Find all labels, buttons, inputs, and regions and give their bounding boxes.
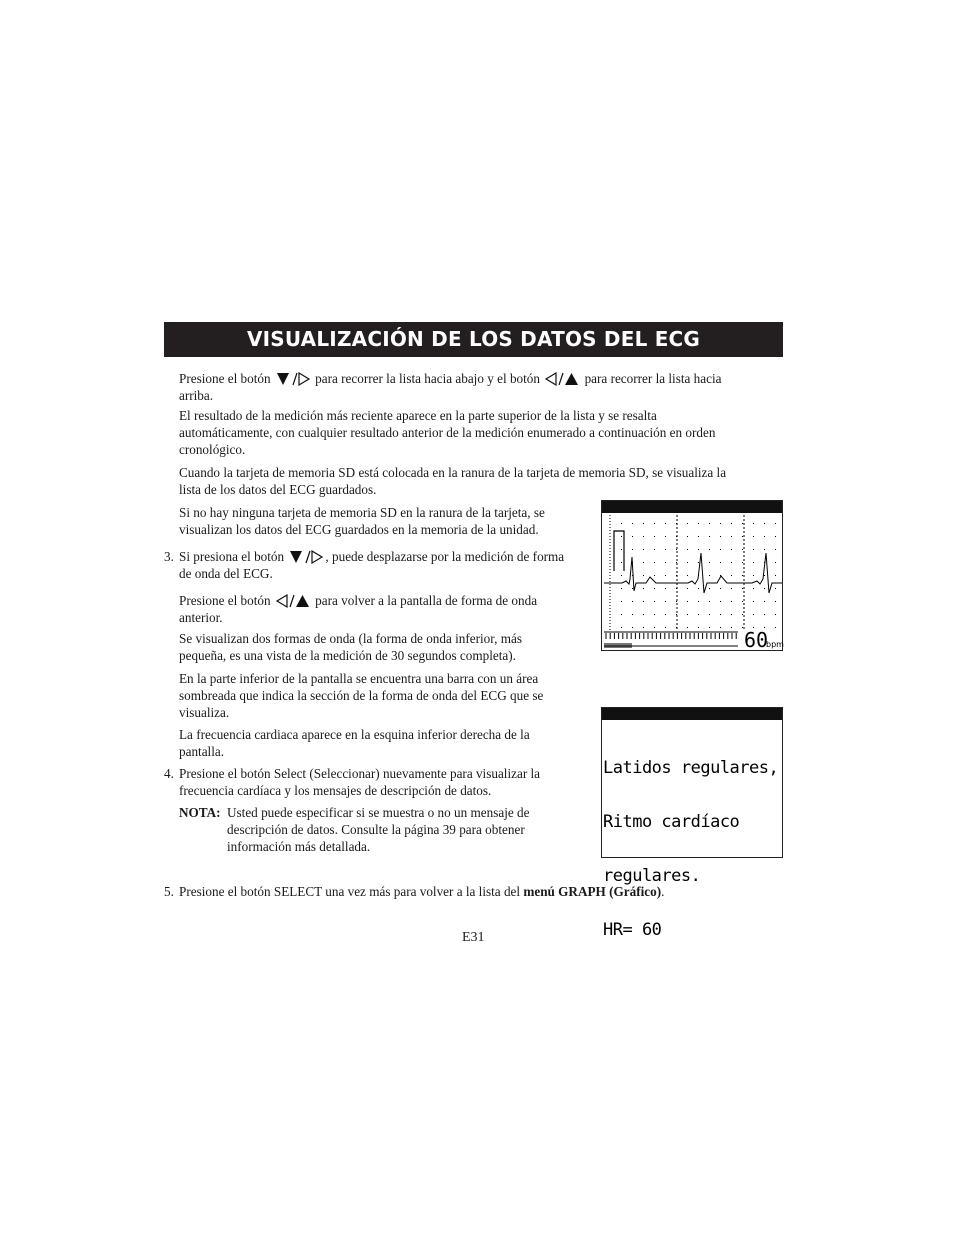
grid-dot — [775, 601, 776, 602]
grid-dot — [753, 588, 754, 589]
grid-dot — [731, 523, 732, 524]
grid-dot — [698, 549, 699, 550]
grid-dot — [709, 614, 710, 615]
grid-dot — [720, 523, 721, 524]
grid-dot — [687, 627, 688, 628]
grid-dot — [632, 549, 633, 550]
grid-dot — [720, 549, 721, 550]
grid-dot — [753, 575, 754, 576]
grid-dot — [676, 601, 677, 602]
grid-dot — [698, 627, 699, 628]
paragraph-latest-result: El resultado de la medición más reciente aparece en la parte superior de la lista y se resalta automáticamente, con cualquier resultado anterior de la medición enumerado a continuación en orden cronológico. — [179, 408, 716, 457]
grid-dot — [753, 523, 754, 524]
grid-dot — [753, 536, 754, 537]
grid-dot — [720, 614, 721, 615]
grid-dot — [709, 601, 710, 602]
grid-dot — [643, 562, 644, 563]
grid-dot — [709, 549, 710, 550]
grid-dot — [643, 614, 644, 615]
note: NOTA: Usted puede especificar si se muestra o no un mensaje de descripción de datos. Consulte la página 39 para obtener información más detallada. — [179, 805, 530, 854]
grid-dot — [764, 523, 765, 524]
grid-dot — [676, 562, 677, 563]
grid-dot — [621, 601, 622, 602]
grid-dot — [654, 601, 655, 602]
grid-dot — [742, 588, 743, 589]
grid-dot — [775, 627, 776, 628]
grid-dot — [632, 523, 633, 524]
grid-dot — [687, 536, 688, 537]
grid-dot — [698, 562, 699, 563]
grid-dot — [709, 536, 710, 537]
down-right-arrow-icon — [289, 550, 323, 564]
grid-dot — [731, 575, 732, 576]
grid-dot — [654, 588, 655, 589]
left-up-arrow-icon — [276, 594, 310, 608]
grid-dot — [687, 575, 688, 576]
grid-dot — [720, 627, 721, 628]
heart-rate-unit: bpm — [766, 640, 784, 649]
grid-dot — [687, 562, 688, 563]
grid-dot — [654, 536, 655, 537]
screen-header: 1/ 5/2006 3:00PM — [602, 708, 782, 720]
grid-dot — [665, 549, 666, 550]
grid-dot — [676, 549, 677, 550]
grid-dot — [775, 588, 776, 589]
grid-dot — [775, 536, 776, 537]
step-5: 5. Presione el botón SELECT una vez más para volver a la lista del menú GRAPH (Gráfico). — [164, 884, 665, 899]
paragraph-two-waveforms: Se visualizan dos formas de onda (la forma de onda inferior, más pequeña, es una vista de la medición de 30 segundos completa). — [179, 631, 522, 663]
ecg-message-screen — [601, 707, 783, 940]
grid-dot — [621, 549, 622, 550]
grid-dot — [643, 601, 644, 602]
grid-dot — [731, 562, 732, 563]
grid-dot — [764, 614, 765, 615]
grid-dot — [621, 575, 622, 576]
paragraph-sd-card: Cuando la tarjeta de memoria SD está colocada en la ranura de la tarjeta de memoria SD, se visualiza la lista de los datos del ECG guardados. — [179, 465, 727, 497]
paragraph-no-sd-card: Si no hay ninguna tarjeta de memoria SD en la ranura de la tarjeta, se visualizan los datos del ECG guardados en la memoria de la unidad. — [179, 505, 545, 537]
grid-dot — [654, 627, 655, 628]
grid-dot — [698, 588, 699, 589]
grid-dot — [632, 536, 633, 537]
grid-dot — [687, 601, 688, 602]
grid-dot — [632, 614, 633, 615]
section-title: VISUALIZACIÓN DE LOS DATOS DEL ECG — [164, 322, 783, 357]
paragraph-shaded-bar: En la parte inferior de la pantalla se encuentra una barra con un área sombreada que indica la sección de la forma de onda del ECG que se visualiza. — [179, 671, 544, 720]
grid-dot — [731, 588, 732, 589]
left-up-arrow-icon — [545, 372, 579, 386]
grid-dot — [764, 549, 765, 550]
grid-dot — [764, 588, 765, 589]
data-description-message: Latidos regulares, Ritmo cardíaco regulares. HR= 60 — [603, 758, 779, 940]
grid-dot — [753, 601, 754, 602]
grid-dot — [643, 627, 644, 628]
grid-dot — [742, 562, 743, 563]
grid-dot — [643, 523, 644, 524]
grid-dot — [709, 575, 710, 576]
grid-dot — [709, 588, 710, 589]
grid-dot — [775, 523, 776, 524]
grid-dot — [665, 536, 666, 537]
ecg-graph — [602, 513, 782, 650]
grid-dot — [753, 549, 754, 550]
grid-dot — [775, 562, 776, 563]
grid-dot — [654, 562, 655, 563]
grid-dot — [764, 536, 765, 537]
grid-dot — [775, 575, 776, 576]
grid-dot — [621, 588, 622, 589]
step-3: 3. Si presiona el botón , puede desplazarse por la medición de forma de onda del ECG. — [164, 549, 565, 581]
paragraph-back-button: Presione el botón para volver a la pantalla de forma de onda anterior. — [179, 593, 538, 625]
paragraph-heart-rate: La frecuencia cardiaca aparece en la esquina inferior derecha de la pantalla. — [179, 727, 530, 759]
grid-dot — [665, 523, 666, 524]
heart-rate-value: 60 — [744, 628, 769, 652]
grid-dot — [654, 575, 655, 576]
grid-dot — [742, 523, 743, 524]
grid-dot — [731, 536, 732, 537]
grid-dot — [654, 549, 655, 550]
grid-dot — [687, 523, 688, 524]
grid-dot — [698, 523, 699, 524]
ecg-trace — [604, 553, 782, 593]
step-4: 4. Presione el botón Select (Seleccionar) nuevamente para visualizar la frecuencia cardíaca y los mensajes de descripción de datos. — [164, 766, 541, 798]
grid-dot — [643, 588, 644, 589]
grid-dot — [654, 614, 655, 615]
calibration-pulse — [614, 531, 624, 571]
grid-dot — [621, 614, 622, 615]
grid-dot — [665, 601, 666, 602]
grid-dot — [665, 627, 666, 628]
grid-dot — [621, 627, 622, 628]
grid-dot — [742, 536, 743, 537]
grid-dot — [654, 523, 655, 524]
grid-dot — [764, 575, 765, 576]
grid-dot — [643, 549, 644, 550]
grid-dot — [665, 562, 666, 563]
grid-dot — [698, 536, 699, 537]
grid-dot — [665, 575, 666, 576]
grid-dot — [709, 627, 710, 628]
grid-dot — [742, 575, 743, 576]
grid-dot — [742, 601, 743, 602]
grid-dot — [621, 523, 622, 524]
grid-dot — [731, 549, 732, 550]
grid-dot — [665, 614, 666, 615]
screen-header: 1/ 5/2006 3:00PM — [602, 501, 782, 513]
page-number: E31 — [462, 930, 485, 945]
grid-dot — [632, 627, 633, 628]
grid-dot — [731, 627, 732, 628]
grid-dot — [621, 536, 622, 537]
grid-dot — [720, 588, 721, 589]
grid-dot — [687, 588, 688, 589]
grid-dot — [720, 562, 721, 563]
note-label: NOTA: — [179, 805, 221, 820]
grid-dot — [632, 601, 633, 602]
grid-dot — [632, 588, 633, 589]
grid-dot — [687, 549, 688, 550]
grid-dot — [764, 601, 765, 602]
grid-dot — [720, 536, 721, 537]
grid-dot — [775, 614, 776, 615]
paragraph-scroll-buttons: Presione el botón para recorrer la lista hacia abajo y el botón para recorrer la lista hacia arriba. — [179, 371, 722, 403]
grid-dot — [731, 614, 732, 615]
grid-dot — [709, 523, 710, 524]
grid-dot — [698, 614, 699, 615]
grid-dot — [775, 549, 776, 550]
grid-dot — [687, 614, 688, 615]
grid-dot — [665, 588, 666, 589]
grid-dot — [753, 614, 754, 615]
grid-dot — [698, 601, 699, 602]
ecg-waveform-screen — [601, 500, 783, 651]
down-right-arrow-icon — [276, 372, 310, 386]
grid-dot — [742, 614, 743, 615]
grid-dot — [676, 614, 677, 615]
grid-dot — [731, 601, 732, 602]
overview-waveform — [606, 633, 736, 639]
grid-dot — [720, 601, 721, 602]
grid-dot — [742, 627, 743, 628]
grid-dot — [753, 562, 754, 563]
grid-dot — [643, 575, 644, 576]
grid-dot — [643, 536, 644, 537]
grid-dot — [621, 562, 622, 563]
grid-dot — [742, 549, 743, 550]
grid-dot — [709, 562, 710, 563]
